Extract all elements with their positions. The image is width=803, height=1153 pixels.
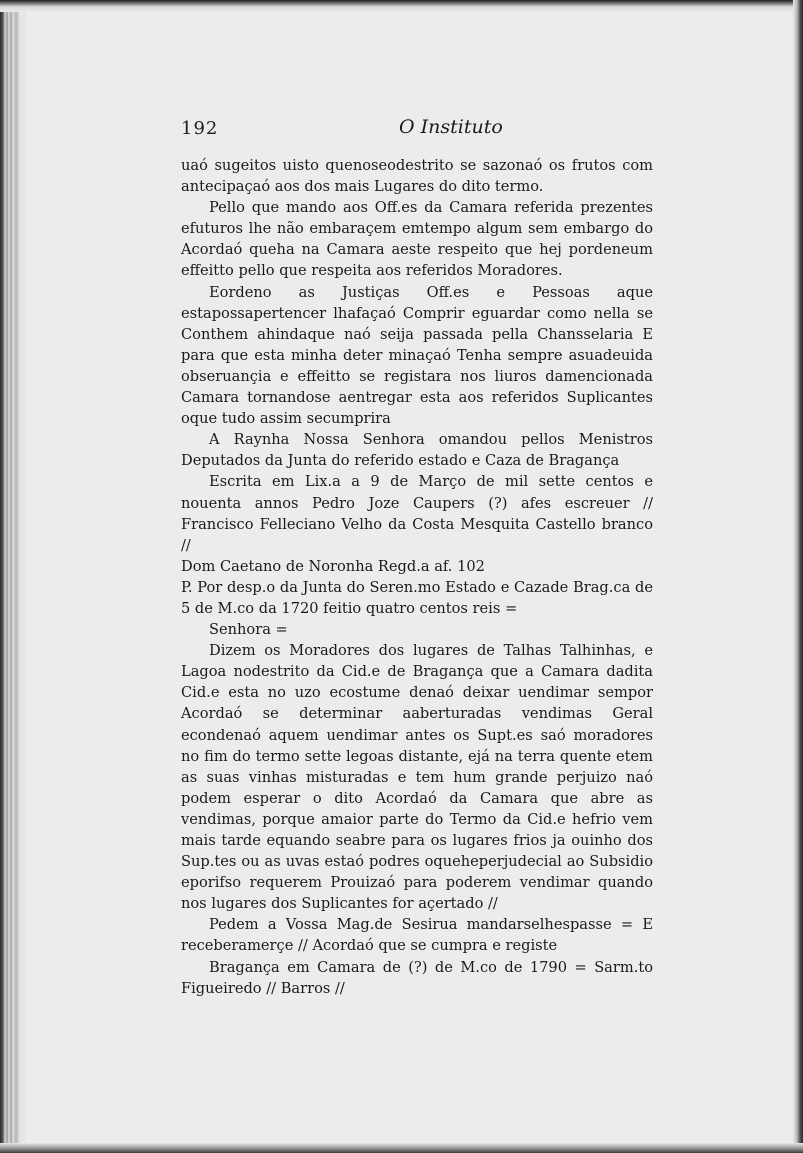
top-scan-edge <box>0 0 803 12</box>
running-title: O Instituto <box>399 116 503 138</box>
right-scan-edge <box>793 0 803 1153</box>
paragraph: Pello que mando aos Off.es da Camara referida prezentes efuturos lhe não embaraçem emtempo algum sem embargo do Acordaó queha na Camara aeste respeito que hej pordeneum effeitto pello que respeita aos referidos Moradores. <box>181 199 653 280</box>
paragraph: Dizem os Moradores dos lugares de Talhas Talhinhas, e Lagoa nodestrito da Cid.e de Bragança que a Camara dadita Cid.e esta no uzo ecostume denaó deixar uendimar sempor Acordaó se determinar aaberturadas vendimas Geral econdenaó aquem uendimar antes os Supt.es saó moradores no fim do termo sette legoas distante, ejá na terra quente etem as suas vinhas misturadas e tem hum grande perjuizo naó podem esperar o dito Acordaó da Camara que abre as vendimas, porque amaior parte do Termo da Cid.e hefrio vem mais tarde equando seabre para os lugares frios ja ouinho dos Sup.tes ou as uvas estaó podres oqueheperjudecial ao Subsidio eporifso requerem Prouizaó para poderem vendimar quando nos lugares dos Suplicantes for açertado // <box>181 642 653 913</box>
body-text <box>181 155 653 999</box>
paragraph: Pedem a Vossa Mag.de Sesirua mandarselhespasse = E receberamerçe // Acordaó que se cumpra e registe <box>181 916 653 955</box>
paragraph: A Raynha Nossa Senhora omandou pellos Menistros Deputados da Junta do referido estado e Caza de Bragança <box>181 431 653 470</box>
page-stack-edge <box>0 0 26 1153</box>
paragraph: Dom Caetano de Noronha Regd.a af. 102 <box>181 557 485 575</box>
paragraph: Escrita em Lix.a a 9 de Março de mil sette centos e nouenta annos Pedro Joze Caupers (?) afes escreuer // Francisco Felleciano Velho da Costa Mesquita Castello branco // <box>181 473 653 554</box>
paragraph: uaó sugeitos uisto quenoseodestrito se sazonaó os frutos com antecipaçaó aos dos mais Lugares do dito termo. <box>181 157 653 196</box>
paragraph: Senhora = <box>209 621 288 639</box>
paragraph: Bragança em Camara de (?) de M.co de 1790 = Sarm.to Figueiredo // Barros // <box>181 958 653 997</box>
paragraph: P. Por desp.o da Junta do Seren.mo Estado e Cazade Brag.ca de 5 de M.co da 1720 feitio quatro centos reis = <box>181 578 653 617</box>
page-number: 192 <box>181 118 219 139</box>
page-header <box>181 116 678 144</box>
paragraph: Eordeno as Justiças Off.es e Pessoas aque estapossapertencer lhafaçaó Comprir eguardar como nella se Conthem ahindaque naó seija passada pella Chansselaria E para que esta minha deter minaçaó Tenha sempre asuadeuida obseruançia e effeitto se registara nos liuros damencionada Camara tornandose aentregar esta aos referidos Suplicantes oque tudo assim secumprira <box>181 283 653 428</box>
bottom-scan-edge <box>0 1143 803 1153</box>
